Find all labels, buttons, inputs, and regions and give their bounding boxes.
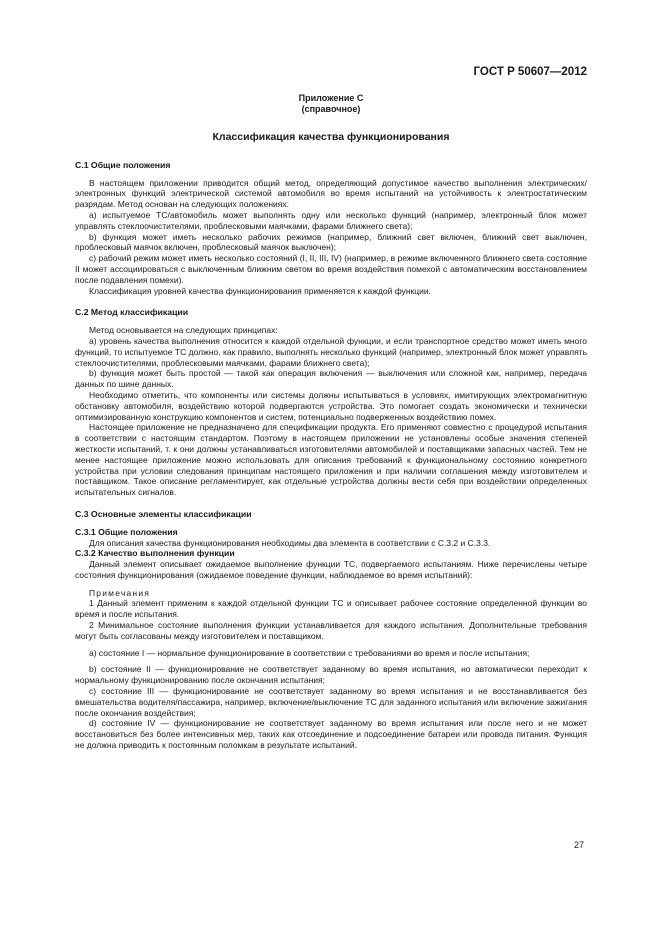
section-c3-heading: С.3 Основные элементы классификации: [75, 508, 252, 519]
page-content: [75, 93, 587, 751]
note: 1 Данный элемент применим к каждой отдельной функции ТС и описывает рабочее состояние определенной функции во время и после испытания.: [75, 598, 587, 620]
section-c1-heading: С.1 Общие положения: [75, 159, 171, 170]
annex-type: (справочное): [301, 104, 361, 114]
state-item: b) состояние II — функционирование не соответствует заданному во время испытания, но автоматически переходит к нормальному функционированию после окончания испытания;: [75, 664, 587, 686]
section-c2-heading: С.2 Метод классификации: [75, 307, 189, 318]
list-item: с) рабочий режим может иметь несколько состояний (I, II, III, IV) (например, в режиме включенного ближнего света состояние II может ассоциироваться с выключенным ближним светом во время воздействия помехой с автоматическим восстановлением после подавления помехи).: [75, 253, 587, 285]
subsection-c32-heading: С.3.2 Качество выполнения функции: [75, 548, 235, 559]
subsection-c31-heading: С.3.1 Общие положения: [75, 526, 178, 537]
notes-heading: Примечания: [89, 587, 151, 598]
annex-label: Приложение С: [298, 93, 364, 103]
note: 2 Минимальное состояние выполнения функции устанавливается для каждого испытания. Дополнительные требования могут быть согласованы между изготовителем и поставщиком.: [75, 620, 587, 641]
list-item: b) функция может быть простой — такой как операция включения — выключения или сложной как, например, передача данных по шине данных.: [75, 368, 587, 390]
state-item: с) состояние III — функционирование не соответствует заданному во время испытания и не восстанавливается без вмешательства водителя/пассажира, например, включение/выключение ТС для заданного испытания или включение зажигания после окончания воздействия;: [75, 686, 587, 718]
paragraph: Данный элемент описывает ожидаемое выполнение функции ТС, подвергаемого испытаниям. Ниже перечислены четыре состояния функционирования (ожидаемое поведение функции, наблюдаемое во время испытаний):: [75, 559, 587, 580]
list-item: а) испытуемое ТС/автомобиль может выполнять одну или несколько функций (например, электронный блок может управлять стеклоочистителями, проблесковыми маячками, фарами ближнего света);: [75, 209, 587, 231]
state-item: а) состояние I — нормальное функционирование в соответствии с требованиями во время и после испытания;: [89, 647, 530, 658]
annex-title: Классификация качества функционирования: [212, 131, 450, 143]
list-item: b) функция может иметь несколько рабочих режимов (например, ближний свет включен, ближний свет выключен, проблесковый маячок включен, проблесковый маячок выключен);: [75, 231, 587, 253]
paragraph: Настоящее приложение не предназначено для спецификации продукта. Его применяют совместно с процедурой испытания в соответствии с настоящим стандартом. Поэтому в настоящем приложении не установлены особые значения степеней жесткости испытаний, т. к они должны устанавливаться изготовителями автомобилей и поставщиками запасных частей. Тем не менее настоящее приложение можно использовать для описания требований к функциональному состоянию конкретного устройства при условии следования принципам настоящего приложения и при наличии соглашения между изготовителем и поставщиком. Такое описание регламентирует, как отдельные устройства должны вести себя при воздействии определенных испытательных сигналов.: [75, 422, 587, 498]
state-item: d) состояние IV — функционирование не соответствует заданному во время испытания или после него и не может восстановиться без более интенсивных мер, таких как отсоединение и подсоединение батареи или провода питания. Функция не должна приводить к постоянным поломкам в результате испытаний.: [75, 718, 587, 751]
paragraph: В настоящем приложении приводится общий метод, определяющий допустимое качество выполнения электрических/электронных функций электрической системой автомобиля во время испытаний на устойчивость к электростатическим разрядам. Метод основан на следующих положениях:: [75, 177, 587, 210]
paragraph: Необходимо отметить, что компоненты или системы должны испытываться в условиях, имитирующих электромагнитную обстановку автомобиля, воздействию которой подвергаются устройства. Это помогает создать экономически и технически оптимизированную конструкцию компонентов и систем, потенциально подверженных воздействию помех.: [75, 389, 587, 422]
standard-id: ГОСТ Р 50607—2012: [473, 66, 587, 78]
paragraph: Классификация уровней качества функционирования применяется к каждой функции.: [89, 285, 431, 296]
paragraph: Для описания качества функционирования необходимы два элемента в соответствии с С.3.2 и С.3.3.: [89, 537, 491, 548]
list-item: а) уровень качества выполнения относится к каждой отдельной функции, и если транспортное средство может иметь много функций, то испытуемое ТС должно, как правило, выполнять несколько функций (например, электронный блок может управлять стеклоочистителями, проблесковыми маячками, фарами ближнего света);: [75, 335, 587, 368]
page-number: 27: [573, 840, 584, 850]
paragraph: Метод основывается на следующих принципах:: [89, 325, 278, 336]
